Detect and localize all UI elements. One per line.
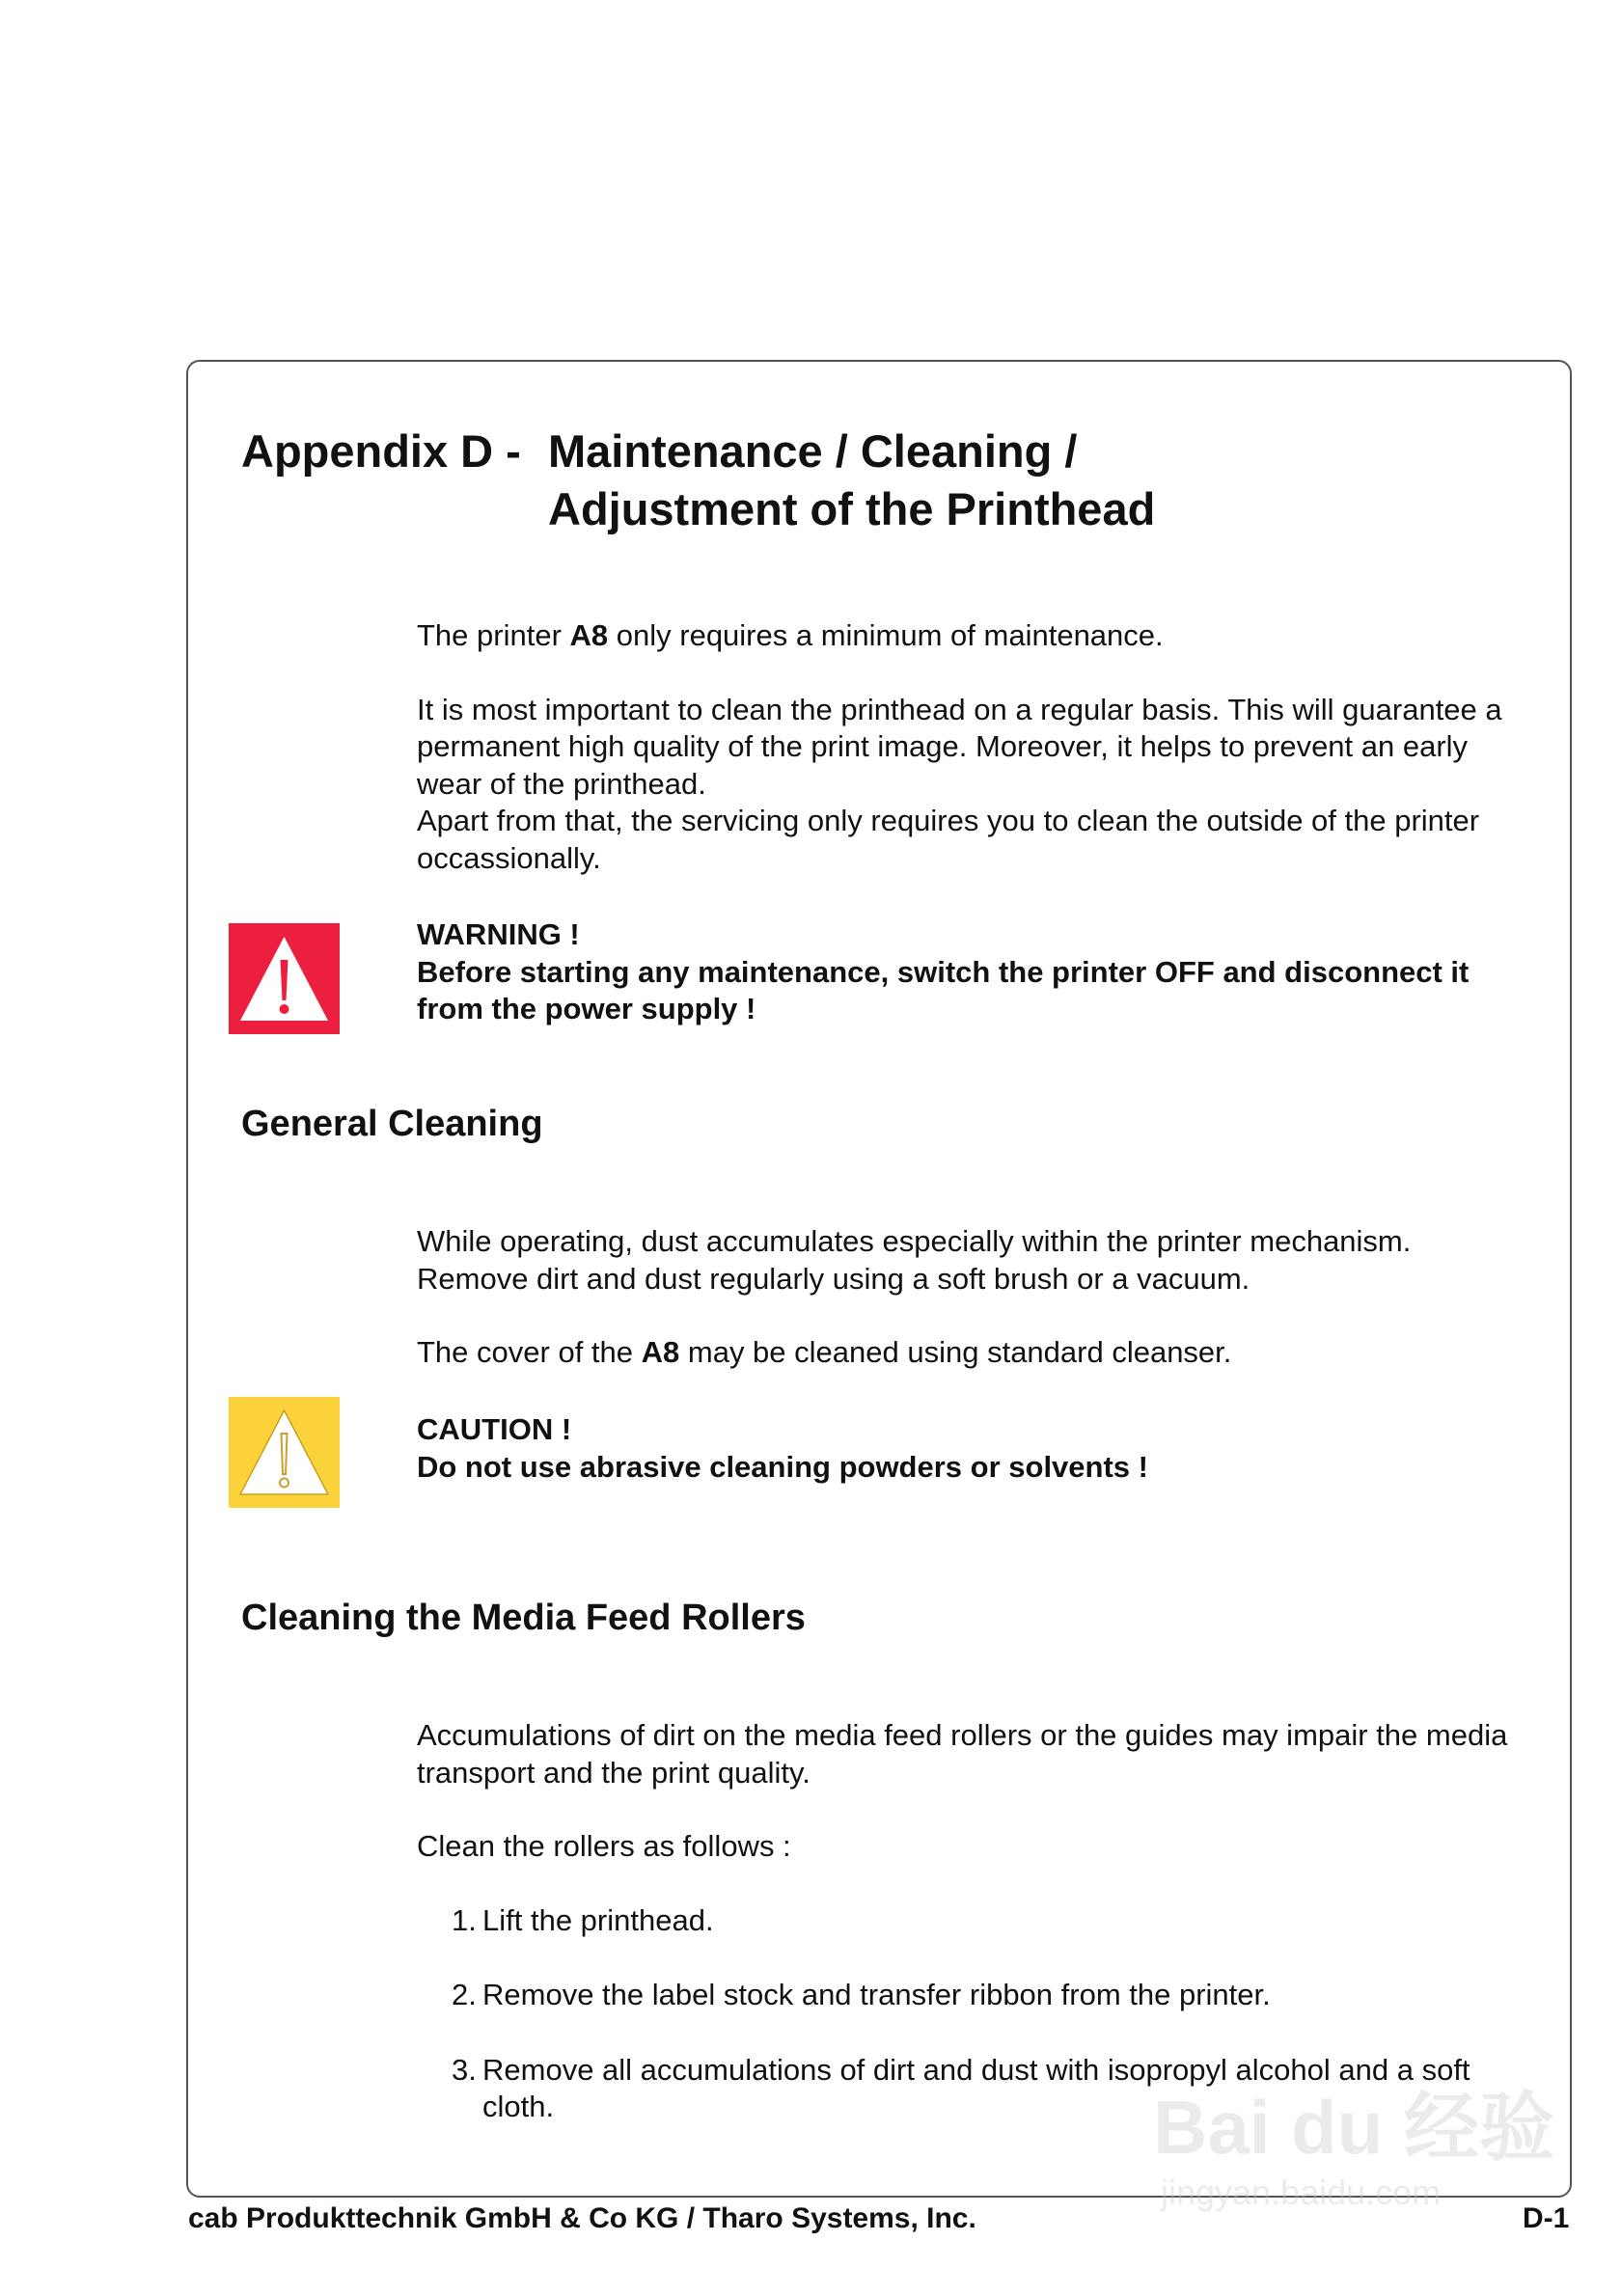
general-cleaning-heading: General Cleaning [241, 1104, 543, 1144]
title-text [548, 423, 1155, 538]
caution-notice [417, 1411, 1526, 1486]
gc-p2-before: The cover of the [417, 1335, 642, 1369]
step-text: Lift the printhead. [482, 1902, 714, 1937]
rollers-paragraph-1: Accumulations of dirt on the media feed rollers or the guides may impair the media transport and the print quality. [417, 1718, 1508, 1790]
general-cleaning-paragraph-2 [417, 1334, 1526, 1372]
intro-paragraph-1 [417, 617, 1526, 655]
caution-title: CAUTION ! [417, 1412, 572, 1446]
warning-text: Before starting any maintenance, switch the printer OFF and disconnect it from the power supply ! [417, 954, 1470, 1025]
general-cleaning-paragraph-1: While operating, dust accumulates especially within the printer mechanism. Remove dirt and dust regularly using a soft brush or a vacuum. [417, 1224, 1412, 1296]
rollers-heading: Cleaning the Media Feed Rollers [241, 1598, 806, 1638]
list-item [417, 1902, 1526, 1940]
page-title [241, 423, 1155, 538]
list-item [417, 1977, 1526, 2014]
intro-section [417, 617, 1526, 877]
caution-icon [229, 1397, 340, 1508]
title-line-2: Adjustment of the Printhead [548, 483, 1156, 534]
intro-paragraph-2: It is most important to clean the printhead on a regular basis. This will guarantee a permanent high quality of the print image. Moreover, it helps to prevent an early wear of the printhead. [417, 692, 1502, 801]
footer-page-number: D-1 [1523, 2202, 1570, 2234]
caution-text: Do not use abrasive cleaning powders or solvents ! [417, 1449, 1148, 1484]
warning-notice [417, 916, 1526, 1028]
intro-p1-after: only requires a minimum of maintenance. [608, 618, 1164, 652]
watermark-logo-text: Bai du 经验 [1153, 2085, 1555, 2170]
watermark-url: jingyan.baidu.com [1161, 2173, 1442, 2212]
step-number: 2. [452, 1978, 477, 2011]
model-name: A8 [569, 618, 609, 652]
step-text: Remove all accumulations of dirt and dust with isopropyl alcohol and a soft cloth. [482, 2052, 1470, 2123]
intro-paragraph-3: Apart from that, the servicing only requires you to clean the outside of the printer occassionally. [417, 804, 1480, 875]
intro-p1-before: The printer [417, 618, 570, 652]
step-number: 1. [452, 1902, 477, 1937]
title-line-1: Maintenance / Cleaning / [548, 425, 1078, 477]
title-prefix: Appendix D - [241, 425, 521, 477]
footer-company: cab Produkttechnik GmbH & Co KG / Tharo Systems, Inc. [188, 2202, 976, 2234]
step-number: 3. [452, 2052, 477, 2087]
general-cleaning-section [417, 1223, 1526, 1372]
step-text: Remove the label stock and transfer ribbon from the printer. [482, 1978, 1271, 2011]
warning-title: WARNING ! [417, 917, 580, 951]
gc-p2-after: may be cleaned using standard cleanser. [679, 1335, 1232, 1369]
warning-icon [229, 923, 340, 1034]
rollers-paragraph-2: Clean the rollers as follows : [417, 1829, 791, 1863]
model-name: A8 [641, 1335, 680, 1369]
